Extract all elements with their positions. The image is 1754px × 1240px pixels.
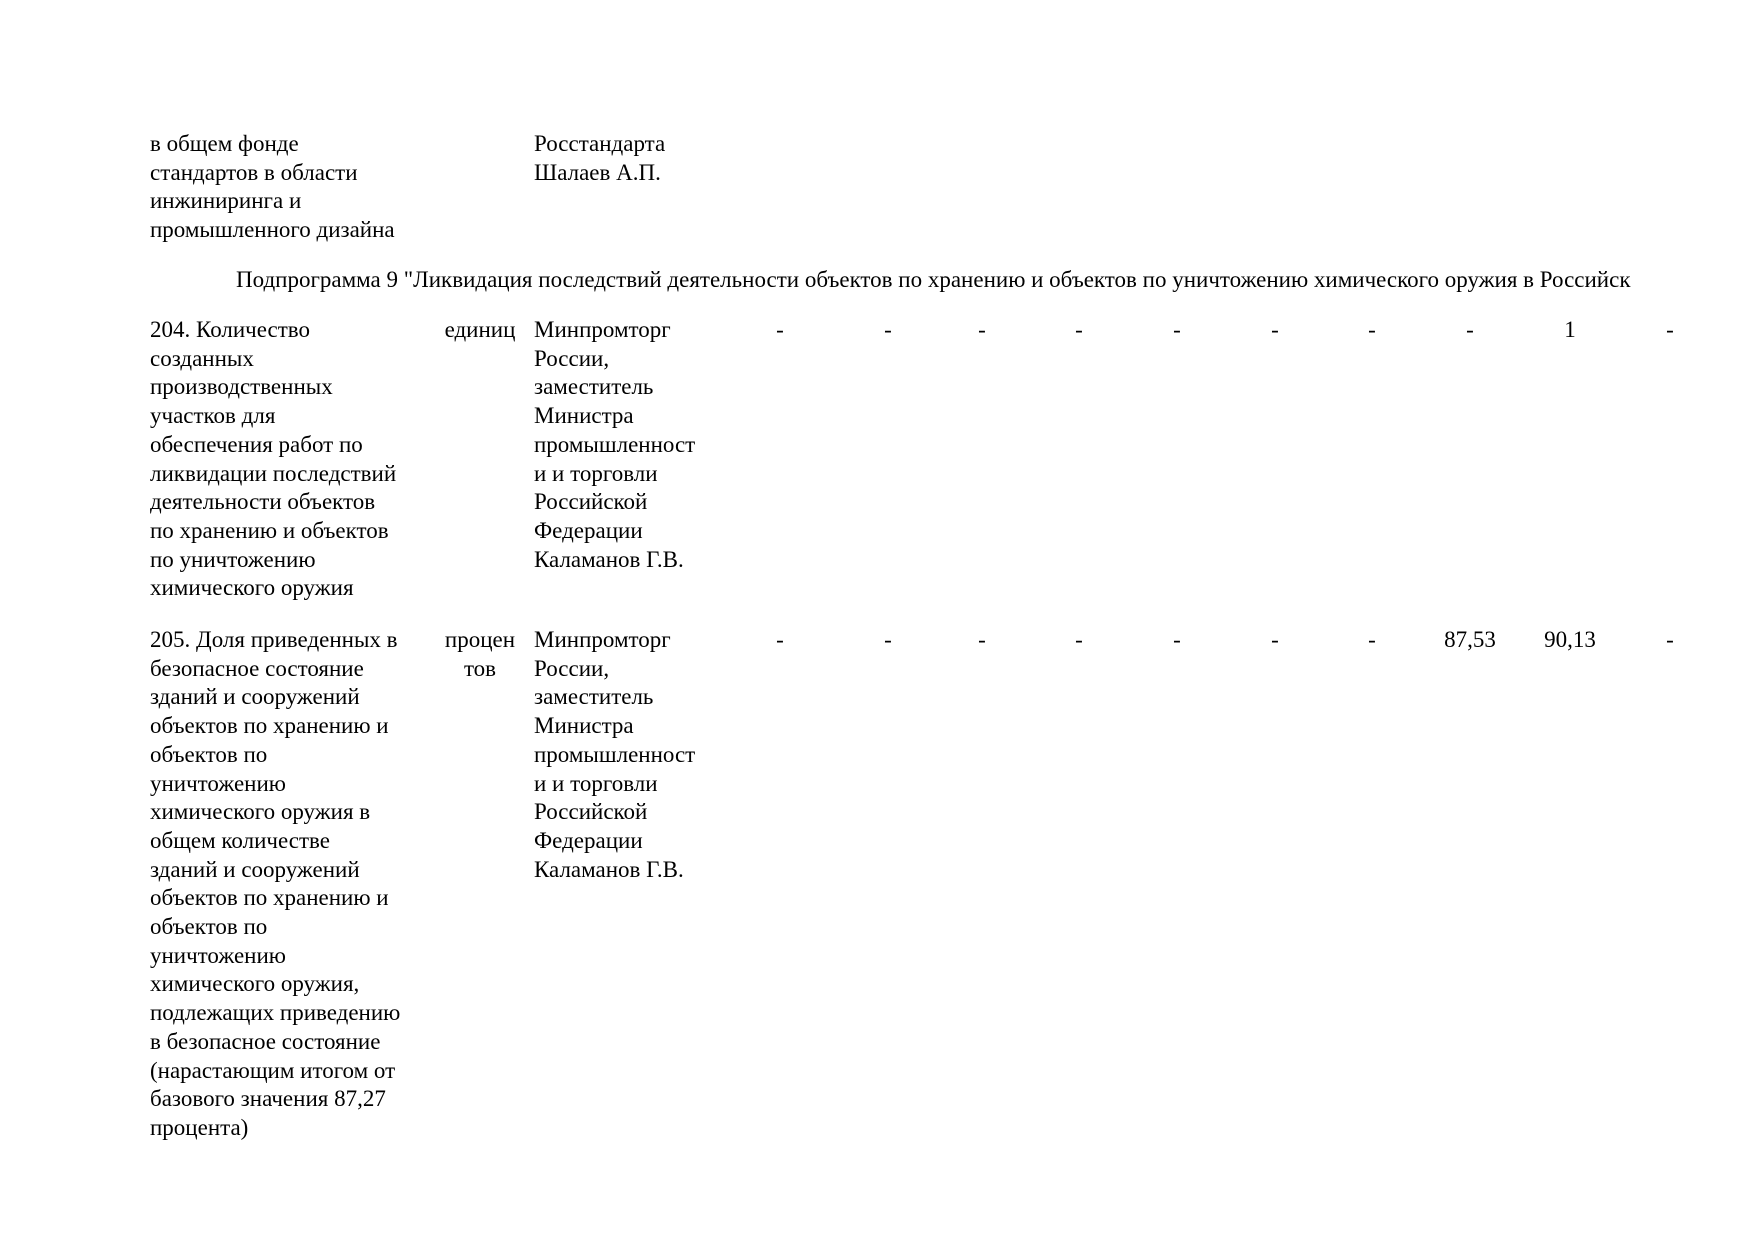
row-name-line: 205. Доля приведенных в [150,627,398,652]
row-responsible-line: Федерации [534,827,643,853]
row-name-line: общем количестве [150,827,330,853]
row-205-value-9: 90,13 [1544,627,1596,652]
prev-row-name [150,130,395,245]
row-responsible-line: промышленност [534,741,696,767]
row-name-line: объектов по [150,914,268,940]
row-204-value-10: - [1666,317,1674,342]
row-name-line: (нарастающим итогом от [150,1057,396,1083]
row-unit-line: единиц [444,317,516,342]
row-name-line: уничтожению [150,942,286,968]
row-name-line: производственных [150,374,333,400]
row-204-name [150,316,396,603]
row-responsible-line: Минпромторг [534,317,671,342]
row-responsible-line: Каламанов Г.В. [534,546,684,572]
row-204-value-9: 1 [1564,317,1576,342]
row-responsible-line: Российской [534,799,648,825]
row-205-unit [440,626,520,683]
row-name-line: уничтожению [150,770,286,796]
row-name-line: процента) [150,1114,249,1140]
prev-row-name-line: промышленного дизайна [150,217,395,243]
subprogram-title [236,266,1754,295]
subprogram-title-text: Подпрограмма 9 "Ликвидация последствий деятельности объектов по хранению и объектов по уничтожению химического оружия в Российск [236,267,1631,292]
row-205-value-6: - [1271,627,1279,652]
row-204-value-1: - [776,317,784,342]
prev-row-name-line: в общем фонде [150,131,299,156]
prev-row-name-line: стандартов в области [150,159,358,185]
row-name-line: обеспечения работ по [150,431,363,457]
row-205-value-7: - [1368,627,1376,652]
prev-row-responsible-line: Шалаев А.П. [534,159,661,185]
row-name-line: деятельности объектов [150,489,376,515]
row-name-line: объектов по хранению и [150,713,389,739]
row-unit-line: процен [444,627,516,652]
row-responsible-line: и и торговли [534,460,658,486]
row-205-value-2: - [884,627,892,652]
row-responsible-line: Министра [534,713,634,739]
row-204-value-2: - [884,317,892,342]
row-responsible-line: Минпромторг [534,627,671,652]
row-responsible-line: промышленност [534,431,696,457]
row-204-responsible [534,316,695,574]
row-204-value-6: - [1271,317,1279,342]
row-205-value-4: - [1075,627,1083,652]
row-205-name [150,626,400,1143]
row-204-value-5: - [1173,317,1181,342]
row-responsible-line: заместитель [534,374,654,400]
row-204-value-8: - [1466,317,1474,342]
row-204-unit [440,316,520,345]
row-205-value-8: 87,53 [1444,627,1496,652]
row-responsible-line: России, [534,345,610,371]
row-name-line: объектов по хранению и [150,885,389,911]
row-name-line: объектов по [150,741,268,767]
row-204-value-4: - [1075,317,1083,342]
row-name-line: химического оружия в [150,799,371,825]
row-responsible-line: Министра [534,403,634,429]
row-205-value-1: - [776,627,784,652]
row-name-line: ликвидации последствий [150,460,397,486]
row-name-line: в безопасное состояние [150,1028,381,1054]
row-204-value-7: - [1368,317,1376,342]
row-responsible-line: заместитель [534,684,654,710]
prev-row-name-line: инжиниринга и [150,188,302,214]
row-responsible-line: и и торговли [534,770,658,796]
row-name-line: базового значения 87,27 [150,1086,386,1112]
row-205-value-10: - [1666,627,1674,652]
row-name-line: 204. Количество [150,317,310,342]
row-responsible-line: Российской [534,489,648,515]
row-name-line: по уничтожению [150,546,316,572]
row-name-line: химического оружия, [150,971,360,997]
row-205-value-5: - [1173,627,1181,652]
row-205-responsible [534,626,695,884]
row-responsible-line: Федерации [534,517,643,543]
prev-row-responsible-line: Росстандарта [534,131,666,156]
row-205-value-3: - [978,627,986,652]
row-unit-line: тов [463,655,497,681]
row-name-line: подлежащих приведению [150,1000,401,1026]
row-name-line: химического оружия [150,575,354,601]
row-name-line: созданных [150,345,254,371]
row-name-line: зданий и сооружений [150,684,360,710]
row-name-line: зданий и сооружений [150,856,360,882]
prev-row-responsible [534,130,665,187]
row-name-line: по хранению и объектов [150,517,389,543]
row-name-line: безопасное состояние [150,655,364,681]
row-responsible-line: Каламанов Г.В. [534,856,684,882]
row-responsible-line: России, [534,655,610,681]
row-204-value-3: - [978,317,986,342]
row-name-line: участков для [150,403,276,429]
